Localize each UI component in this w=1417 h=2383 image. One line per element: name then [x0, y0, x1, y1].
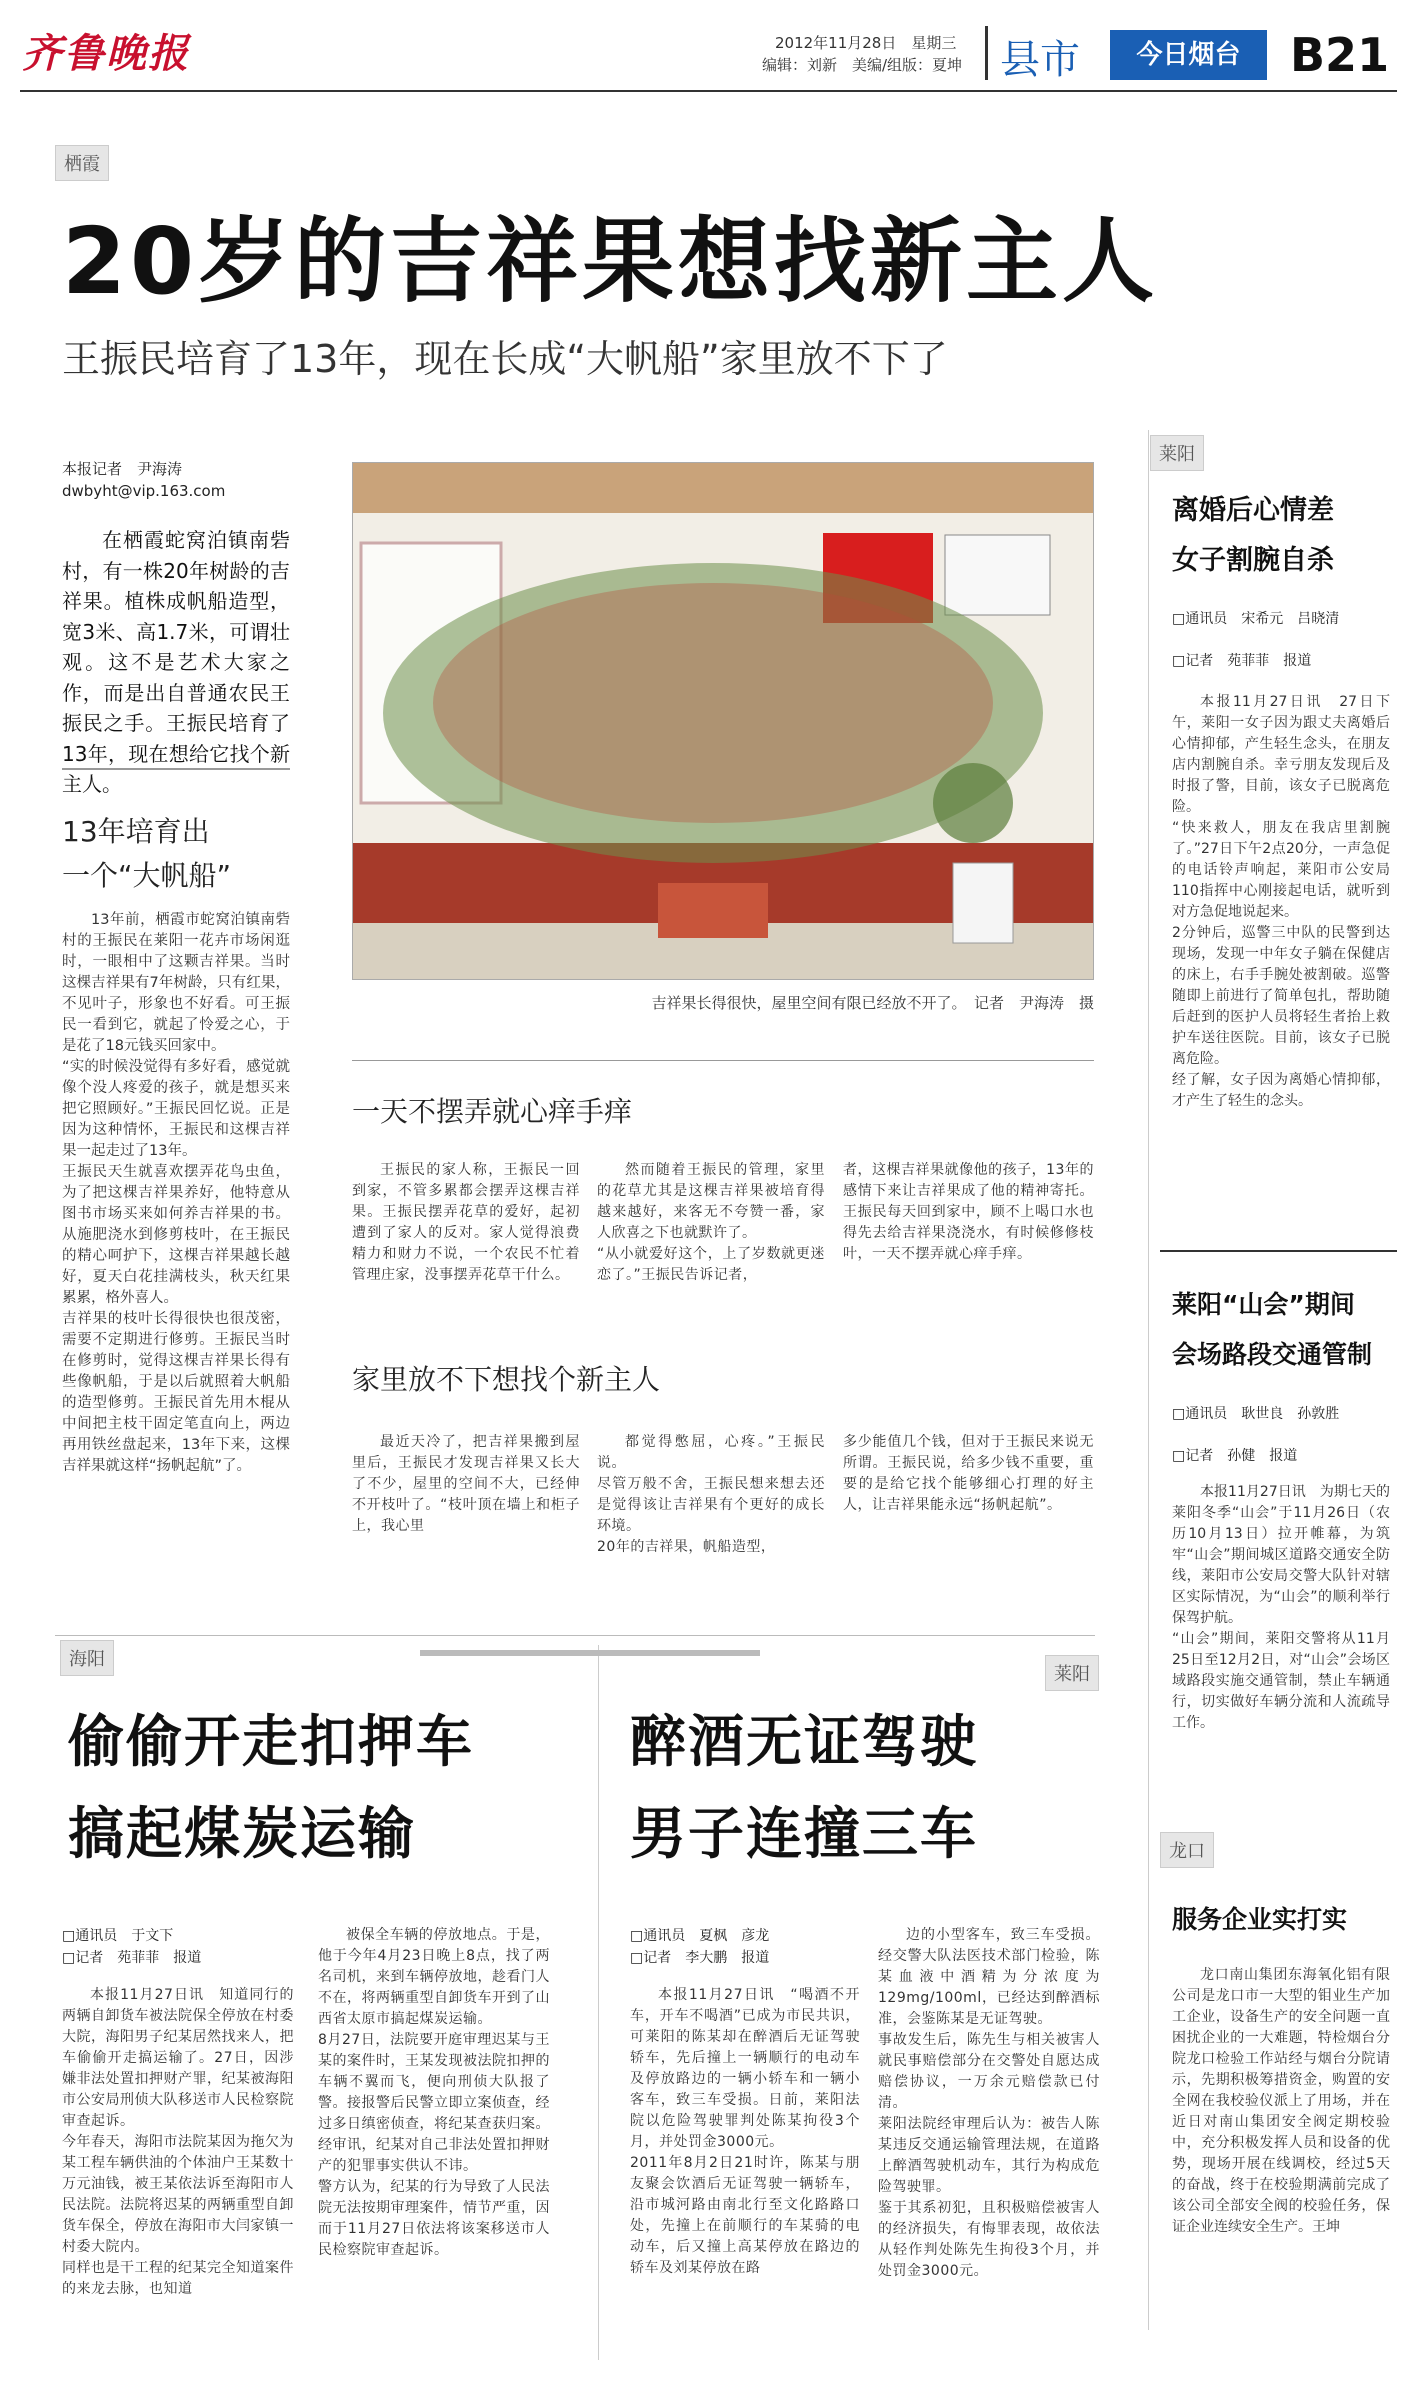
masthead-divider — [985, 26, 988, 80]
side3-tag: 龙口 — [1160, 1832, 1214, 1868]
section-badge: 今日烟台 — [1110, 30, 1267, 80]
side1-tag: 莱阳 — [1150, 435, 1204, 471]
bottom-mid-col2: 边的小型客车，致三车受损。经交警大队法医技术部门检验，陈某血液中酒精为分浓度为129mg/100ml，已经达到醉酒标准，会鉴陈某是无证驾驶。 事故发生后，陈先生与相关被害人就民事赔偿部分在交警处自愿达成赔偿协议，一万余元赔偿款已付清。 莱阳法院经审理后认为：被告人陈某违反交通运输管理法规，在道路上醉酒驾驶机动车，其行为构成危险驾驶罪。 鉴于其系初犯，且积极赔偿被害人的经济损失，有悔罪表现，故依法从轻作判处陈先生拘役3个月，并处罚金3000元。 — [878, 1927, 1100, 2279]
side2-rule — [1160, 1250, 1397, 1252]
side2-title-l2: 会场路段交通管制 — [1172, 1340, 1373, 1369]
main-subhead: 王振民培育了13年，现在长成“大帆船”家里放不下了 — [62, 337, 948, 381]
main-headline: 20岁的吉祥果想找新主人 — [62, 208, 1159, 315]
main-photo — [352, 462, 1094, 980]
section2-col1: 王振民的家人称，王振民一回到家，不管多累都会摆弄这棵吉祥果。王振民摆弄花草的爱好，起初遭到了家人的反对。家人觉得浪费精力和财力不说，一个农民不忙着管理庄家，没事摆弄花草干什么。 — [352, 1162, 580, 1283]
side1-text: 本报11月27日讯 27日下午，莱阳一女子因为跟丈夫离婚后心情抑郁，产生轻生念头，在朋友店内割腕自杀。幸亏朋友发现后及时报了警，目前，该女子已脱离危险。 “快来救人，朋友在我店里割腕了。”27日下午2点20分，一声急促的电话铃声响起，莱阳市公安局110指挥中心刚接起电话，就听到对方急促地说起来。 2分钟后，巡警三中队的民警到达现场，发现一中年女子躺在保健店的床上，右手手腕处被割破。巡警随即上前进行了简单包扎，帮助随后赶到的医护人员将轻生者抬上救护车送往医院。目前，该女子已脱离危险。 经了解，女子因为离婚心情抑郁，才产生了轻生的念头。 — [1172, 694, 1390, 1109]
side2-byline1: □通讯员 耿世良 孙敦胜 — [1172, 1406, 1340, 1422]
bottom-left-title-l1: 偷偷开走扣押车 — [68, 1710, 474, 1775]
location-tag: 栖霞 — [55, 145, 109, 181]
section2-rule — [352, 1060, 1094, 1061]
bottom-mid-byline1: □通讯员 夏枫 彦龙 — [630, 1928, 770, 1944]
section1-text: 13年前，栖霞市蛇窝泊镇南砦村的王振民在莱阳一花卉市场闲逛时，一眼相中了这颗吉祥果。当时这棵吉祥果有7年树龄，只有红果，不见叶子，形象也不好看。可王振民一看到它，就起了怜爱之心，于是花了18元钱买回家中。 “实的时候没觉得有多好看，感觉就像个没人疼爱的孩子，就是想买来把它照顾好。”王振民回忆说。正是因为这种情怀，王振民和这棵吉祥果一起走过了13年。 王振民天生就喜欢摆弄花鸟虫鱼，为了把这棵吉祥果养好，他特意从图书市场买来如何养吉祥果的书。从施肥浇水到修剪枝叶，在王振民的精心呵护下，这棵吉祥果越长越好，夏天白花挂满枝头，秋天红果累累，格外喜人。 吉祥果的枝叶长得很快也很茂密，需要不定期进行修剪。王振民当时在修剪时，觉得这棵吉祥果长得有些像帆船，于是以后就照着大帆船的造型修剪。王振民首先用木棍从中间把主枝干固定笔直向上，两边再用铁丝盘起来，13年下来，这棵吉祥果就这样“扬帆起航”了。 — [62, 912, 290, 1474]
side3-title: 服务企业实打实 — [1172, 1905, 1348, 1934]
section2-col2: 然而随着王振民的管理，家里的花草尤其是这棵吉祥果被培育得越来越好，来客无不夸赞一番，家人欣喜之下也就默许了。 “从小就爱好这个，上了岁数就更迷恋了。”王振民告诉记者， — [597, 1162, 825, 1283]
side3-text: 龙口南山集团东海氧化铝有限公司是龙口市一大型的钼业生产加工企业，设备生产的安全问题一直困扰企业的一大难题，特检烟台分院龙口检验工作站经与烟台分院请示，先期积极筹措资金，购置的安全网在我校验仪派上了用场，并在近日对南山集团安全阀定期校验中，充分积极发挥人员和设备的优势，现场开展在线调校，经过5天的奋战，终于在校验期满前完成了该公司全部安全阀的校验任务，保证企业连续安全生产。王坤 — [1172, 1967, 1390, 2235]
side1-title-l1: 离婚后心情差 — [1172, 495, 1334, 526]
lede-rule — [62, 768, 290, 770]
bottom-left-col2: 被保全车辆的停放地点。于是，他于今年4月23日晚上8点，找了两名司机，来到车辆停放地，趁看门人不在，将两辆重型自卸货车开到了山西省太原市搞起煤炭运输。 8月27日，法院要开庭审理迟某与王某的案件时，王某发现被法院扣押的车辆不翼而飞，便向刑侦大队报了警。接报警后民警立即立案侦查，经过多日缜密侦查，将纪某查获归案。经审讯，纪某对自己非法处置扣押财产的犯罪事实供认不讳。 警方认为，纪某的行为导致了人民法院无法按期审理案件，情节严重，因而于11月27日依法将该案移送市人民检察院审查起诉。 — [318, 1927, 550, 2258]
bottom-mid-title-l2: 男子连撞三车 — [630, 1802, 978, 1867]
section3-col3: 多少能值几个钱，但对于王振民来说无所谓。王振民说，给多少钱不重要，重要的是给它找个能够细心打理的好主人，让吉祥果能永远“扬帆起航”。 — [843, 1434, 1094, 1513]
bottom-mid-title-l1: 醉酒无证驾驶 — [630, 1710, 978, 1775]
main-email: dwbyht@vip.163.com — [62, 482, 226, 500]
side-column-divider — [1148, 430, 1149, 2330]
section1-title-l1: 13年培育出 — [62, 815, 210, 848]
bottom-center-divider — [598, 1645, 599, 2360]
issue-date: 2012年11月28日 星期三 — [775, 34, 957, 52]
main-byline: 本报记者 尹海涛 — [62, 460, 183, 478]
section2-title: 一天不摆弄就心痒手痒 — [352, 1095, 633, 1128]
editors-credit: 编辑：刘新 美编/组版：夏坤 — [762, 56, 963, 74]
bottom-rule — [55, 1635, 1095, 1636]
bottom-center-mark — [420, 1650, 760, 1656]
bottom-mid-byline2: □记者 李大鹏 报道 — [630, 1950, 770, 1966]
bottom-left-col1: 本报11月27日讯 知道同行的两辆自卸货车被法院保全停放在村委大院，海阳男子纪某居然找来人，把车偷偷开走搞运输了。27日，因涉嫌非法处置扣押财产罪，纪某被海阳市公安局刑侦大队移送市人民检察院审查起诉。 今年春天，海阳市法院某因为拖欠为某工程车辆供油的个体油户王某数十万元油钱，被王某依法诉至海阳市人民法院。法院将迟某的两辆重型自卸货车保全，停放在海阳市大闫家镇一村委大院内。 同样也是干工程的纪某完全知道案件的来龙去脉，也知道 — [62, 1987, 294, 2297]
bottom-mid-col1: 本报11月27日讯 “喝酒不开车，开车不喝酒”已成为市民共识，可莱阳的陈某却在醉酒后无证驾驶轿车，先后撞上一辆顺行的电动车及停放路边的一辆小轿车和一辆小客车，致三车受损。日前，莱阳法院以危险驾驶罪判处陈某拘役3个月，并处罚金3000元。 2011年8月2日21时许，陈某与朋友聚会饮酒后无证驾驶一辆轿车，沿市城河路由南北行至文化路路口处，先撞上在前顺行的车某骑的电动车，后又撞上高某停放在路边的轿车及刘某停放在路 — [630, 1987, 860, 2276]
side1-title-l2: 女子割腕自杀 — [1172, 545, 1334, 576]
bottom-mid-tag: 莱阳 — [1045, 1655, 1099, 1691]
bottom-left-tag: 海阳 — [60, 1640, 114, 1676]
bottom-left-byline1: □通讯员 于文下 — [62, 1928, 174, 1944]
section2-col3: 者，这棵吉祥果就像他的孩子，13年的感情下来让吉祥果成了他的精神寄托。王振民每天回到家中，顾不上喝口水也得先去给吉祥果浇浇水，有时候修修枝叶，一天不摆弄就心痒手痒。 — [843, 1162, 1094, 1262]
page-number: B21 — [1290, 28, 1390, 82]
section3-col1: 最近天冷了，把吉祥果搬到屋里后，王振民才发现吉祥果又长大了不少，屋里的空间不大，已经伸不开枝叶了。“枝叶顶在墙上和柜子上，我心里 — [352, 1434, 580, 1534]
section-name: 县市 — [1000, 37, 1080, 83]
bonsai-photo-illustration — [353, 463, 1094, 980]
main-lede: 在栖霞蛇窝泊镇南砦村，有一株20年树龄的吉祥果。植株成帆船造型，宽3米、高1.7米，可谓壮观。这不是艺术大家之作，而是出自普通农民王振民之手。王振民培育了13年，现在想给它找个新主人。 — [62, 528, 290, 796]
bottom-left-title-l2: 搞起煤炭运输 — [68, 1802, 416, 1867]
side2-title-l1: 莱阳“山会”期间 — [1172, 1290, 1355, 1319]
section3-col2: 都觉得憋屈，心疼。”王振民说。 尽管万般不舍，王振民想来想去还是觉得该让吉祥果有个更好的成长环境。 20年的吉祥果，帆船造型， — [597, 1434, 825, 1555]
side2-text: 本报11月27日讯 为期七天的莱阳冬季“山会”于11月26日（农历10月13日）拉开帷幕，为筑牢“山会”期间城区道路交通安全防线，莱阳市公安局交警大队针对辖区实际情况，为“山会”的顺利举行保驾护航。 “山会”期间，莱阳交警将从11月25日至12月2日，对“山会”会场区域路段实施交通管制，禁止车辆通行，切实做好车辆分流和人流疏导工作。 — [1172, 1484, 1390, 1731]
side1-byline1: □通讯员 宋希元 吕晓清 — [1172, 611, 1340, 627]
side1-byline2: □记者 苑菲菲 报道 — [1172, 653, 1312, 669]
newspaper-logo: 齐鲁晚报 — [22, 30, 190, 77]
side2-byline2: □记者 孙健 报道 — [1172, 1448, 1298, 1464]
section1-title-l2: 一个“大帆船” — [62, 859, 232, 892]
photo-caption: 吉祥果长得很快，屋里空间有限已经放不开了。 记者 尹海涛 摄 — [651, 994, 1094, 1012]
bottom-left-byline2: □记者 苑菲菲 报道 — [62, 1950, 202, 1966]
section3-title: 家里放不下想找个新主人 — [352, 1363, 661, 1396]
masthead-rule — [20, 90, 1397, 92]
